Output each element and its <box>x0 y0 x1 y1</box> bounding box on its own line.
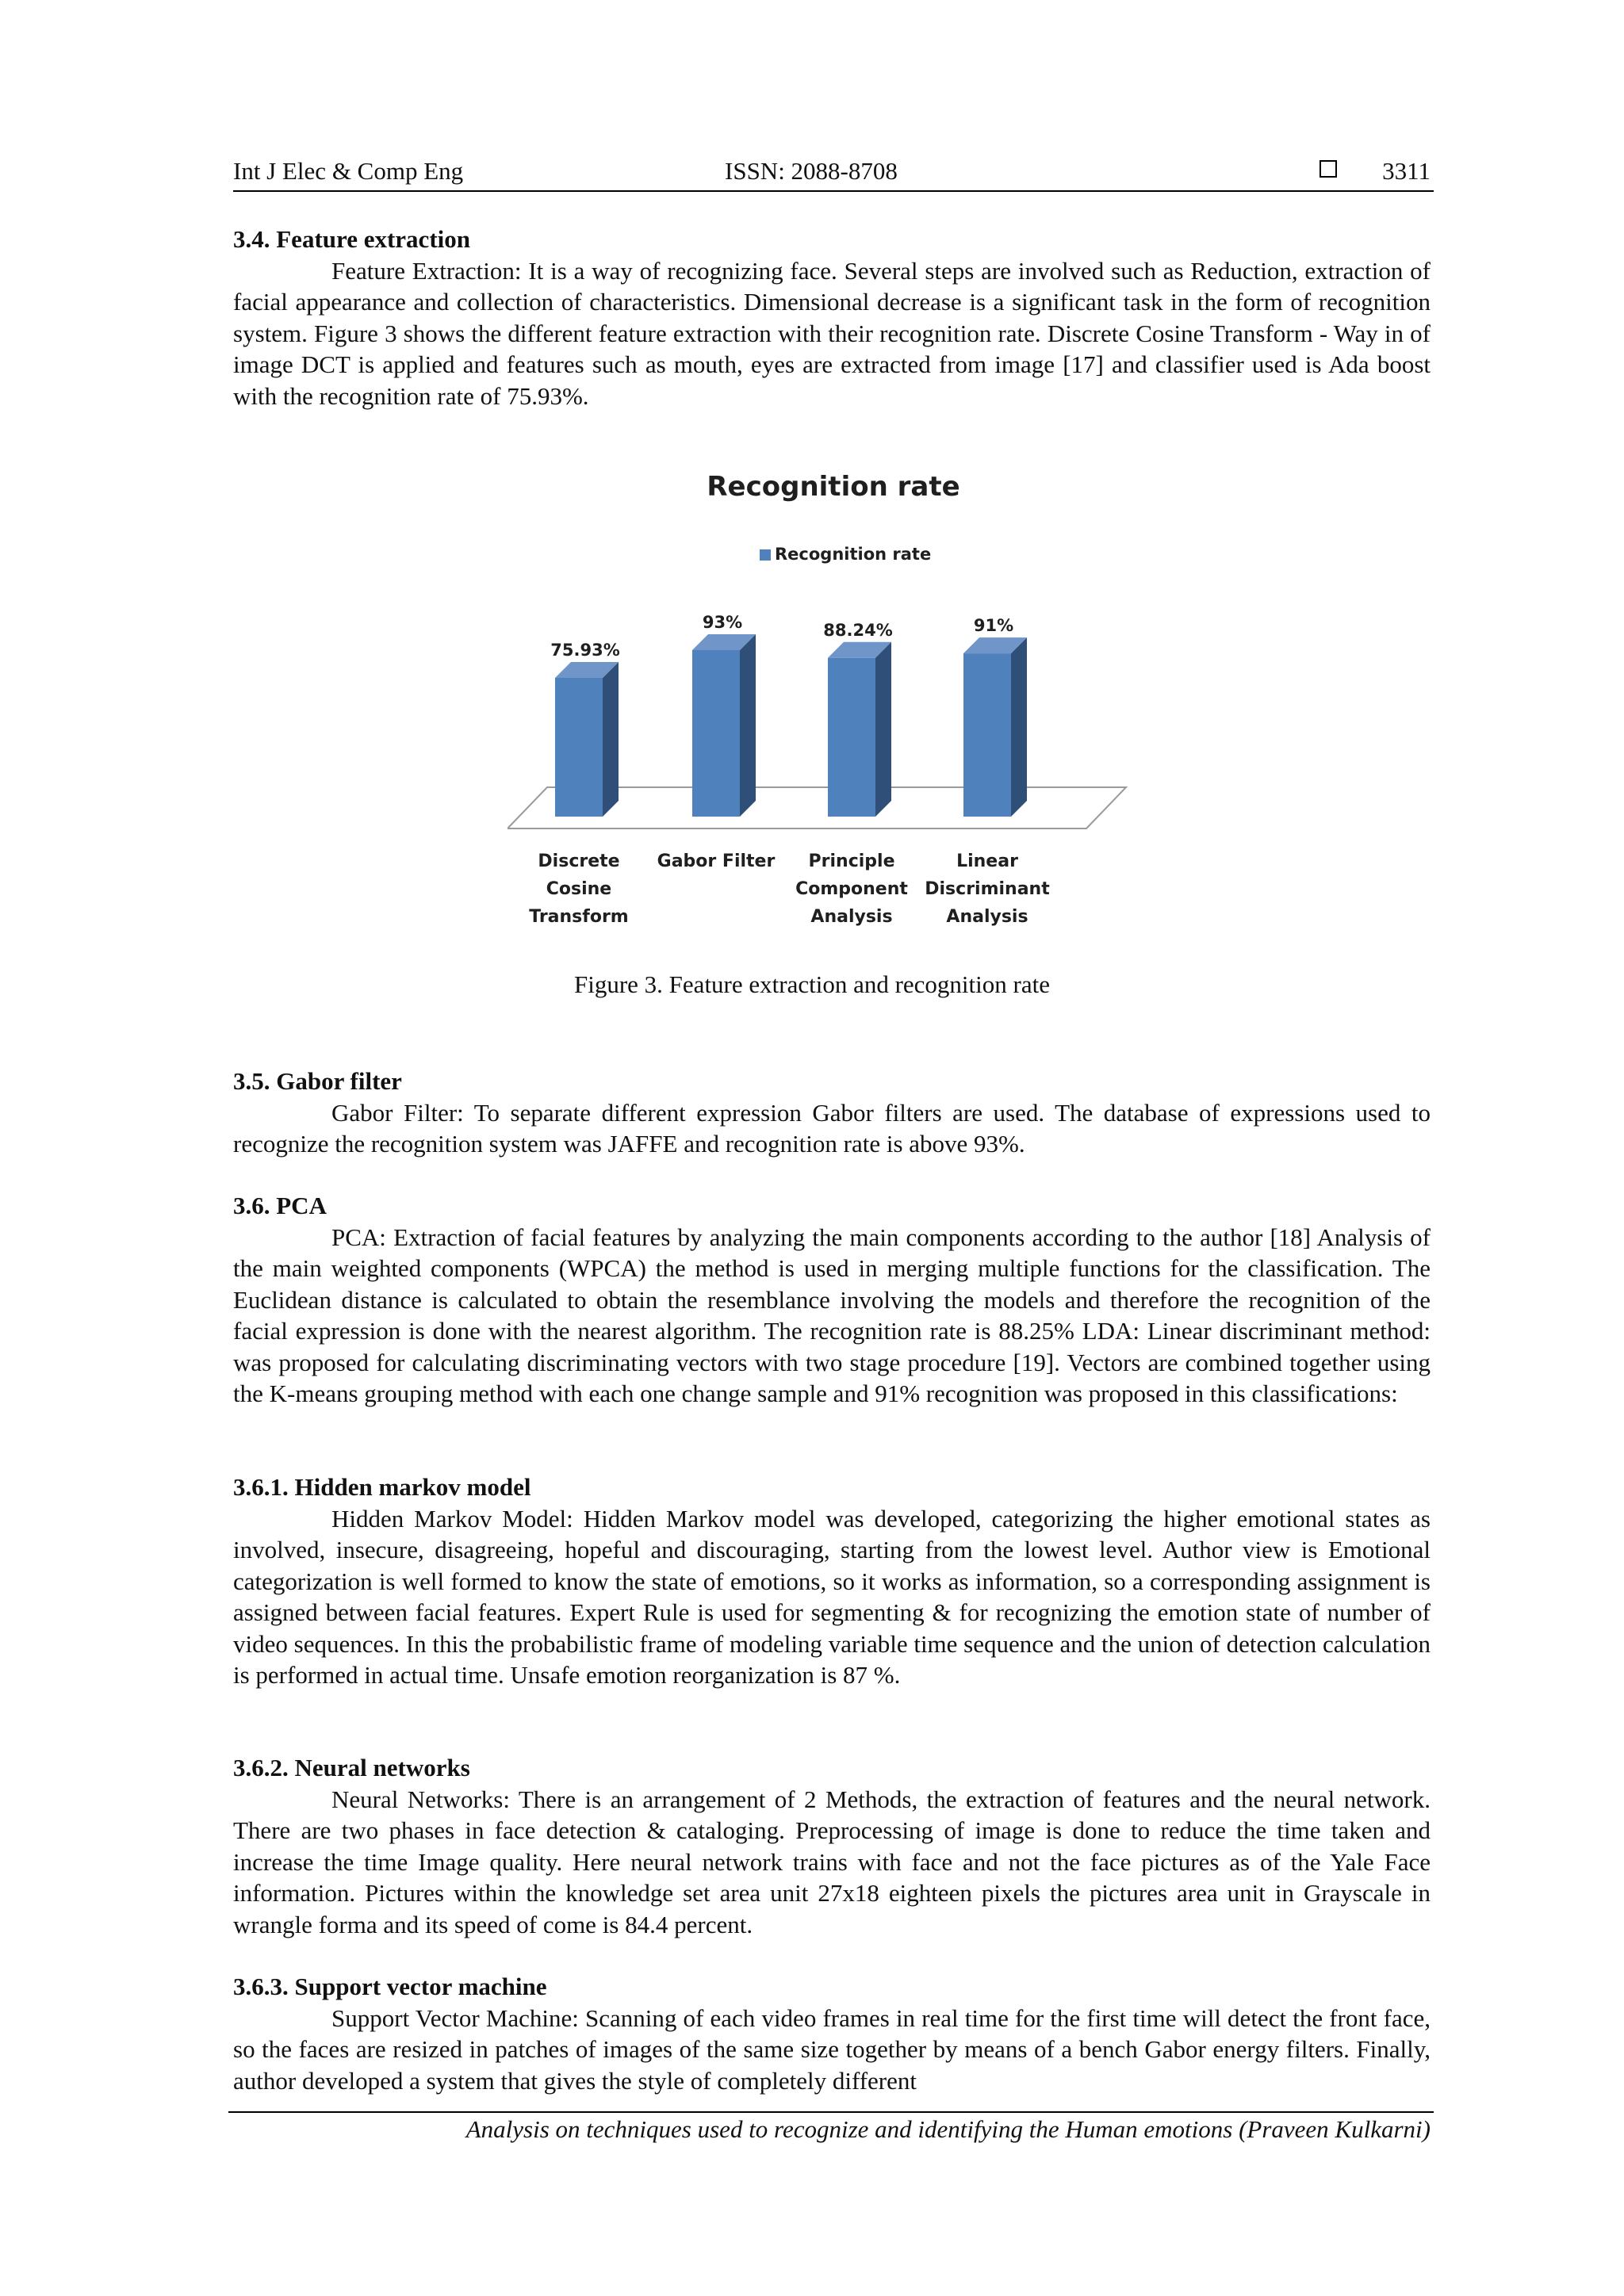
category-label: Discrete <box>538 851 620 871</box>
section-heading: 3.6.3. Support vector machine <box>233 1973 547 2000</box>
recognition-rate-chart <box>508 460 1142 936</box>
issn: ISSN: 2088-8708 <box>725 157 898 185</box>
paragraph: Hidden Markov Model: Hidden Markov model was developed, categorizing the higher emotional states as involved, insecure, disagreeing, hopeful and discouraging, starting from the lowest level. Author view is Emotional categorization is well formed to know the state of emotions, so it works as information, so a corresponding assignment is assigned between facial features. Expert Rule is used for segmenting & for recognizing the emotion state of number of video sequences. In this the probabilistic frame of modeling variable time sequence and the union of detection calculation is performed in actual time. Unsafe emotion reorganization is 87 %. <box>233 1504 1431 1689</box>
footer-divider <box>228 2111 1434 2113</box>
category-label: Transform <box>529 907 629 927</box>
section-3-6 <box>233 1190 1431 1410</box>
section-heading: 3.6. PCA <box>233 1192 327 1219</box>
paragraph: PCA: Extraction of facial features by analyzing the main components according to the author [18] Analysis of the main weighted components (WPCA) the method is used in merging multiple functions for the classification. The Euclidean distance is calculated to obtain the resemblance involving the models and therefore the recognition of the facial expression is done with the nearest algorithm. The recognition rate is 88.25% LDA: Linear discriminant method: was proposed for calculating discriminating vectors with two stage procedure [19]. Vectors are combined together using the K-means grouping method with each one change sample and 91% recognition was proposed in this classifications: <box>233 1223 1431 1407</box>
section-3-5 <box>233 1066 1431 1160</box>
bar-side <box>603 662 619 817</box>
category-label: Analysis <box>810 907 893 927</box>
square-icon <box>1320 160 1337 178</box>
paragraph: Support Vector Machine: Scanning of each video frames in real time for the first time will detect the front face, so the faces are resized in patches of images of the same size together by means of a bench Gabor energy filters. Finally, author developed a system that gives the style of completely different <box>233 2003 1431 2095</box>
paragraph: Neural Networks: There is an arrangement of 2 Methods, the extraction of features and the neural network. There are two phases in face detection & cataloging. Preprocessing of image is done to reduce the time taken and increase the time Image quality. Here neural network trains with face and not the face pictures as of the Yale Face information. Pictures within the knowledge set area unit 27x18 eighteen pixels the pictures area unit in Grayscale in wrangle forma and its speed of come is 84.4 percent. <box>233 1785 1431 1938</box>
category-label: Analysis <box>946 907 1028 927</box>
data-label: 88.24% <box>823 620 893 640</box>
legend-label: Recognition rate <box>775 545 932 564</box>
category-label: Gabor Filter <box>657 851 776 871</box>
paragraph: Gabor Filter: To separate different expression Gabor filters are used. The database of expressions used to recognize the recognition system was JAFFE and recognition rate is above 93%. <box>233 1098 1431 1158</box>
page-header <box>233 152 1434 192</box>
category-label: Principle <box>808 851 895 871</box>
section-3-4 <box>233 224 1431 411</box>
category-label: Component <box>795 879 908 899</box>
section-3-6-1 <box>233 1471 1431 1691</box>
chart-title: Recognition rate <box>707 471 960 503</box>
section-3-6-2 <box>233 1752 1431 1940</box>
data-label: 93% <box>702 613 743 632</box>
legend-swatch <box>760 549 771 561</box>
chart-svg <box>508 460 1142 936</box>
paragraph: Feature Extraction: It is a way of recognizing face. Several steps are involved such as Reduction, extraction of facial appearance and collection of characteristics. Dimensional decrease is a significant task in the form of recognition system. Figure 3 shows the different feature extraction with their recognition rate. Discrete Cosine Transform - Way in of image DCT is applied and features such as mouth, eyes are extracted from image [17] and classifier used is Ada boost with the recognition rate of 75.93%. <box>233 256 1431 410</box>
data-label: 91% <box>973 616 1014 636</box>
journal-name: Int J Elec & Comp Eng <box>233 157 464 185</box>
bar <box>692 650 740 817</box>
figure-caption: Figure 3. Feature extraction and recognition rate <box>574 970 1050 998</box>
section-heading: 3.6.1. Hidden markov model <box>233 1473 531 1501</box>
category-label: Cosine <box>546 879 612 899</box>
section-heading: 3.6.2. Neural networks <box>233 1754 470 1781</box>
bar-side <box>875 642 891 817</box>
category-label: Discriminant <box>925 879 1050 899</box>
category-label: Linear <box>956 851 1018 871</box>
section-heading: 3.5. Gabor filter <box>233 1067 402 1095</box>
bar-side <box>1011 637 1027 817</box>
bar <box>555 678 603 817</box>
data-label: 75.93% <box>550 641 620 660</box>
bar-side <box>740 634 756 817</box>
bar <box>828 658 875 817</box>
page-footer: Analysis on techniques used to recognize and identifying the Human emotions (Praveen Kulkarni) <box>465 2115 1431 2143</box>
section-heading: 3.4. Feature extraction <box>233 225 470 253</box>
section-3-6-3 <box>233 1971 1431 2096</box>
page-number: 3311 <box>1382 157 1431 185</box>
bar <box>963 653 1011 817</box>
